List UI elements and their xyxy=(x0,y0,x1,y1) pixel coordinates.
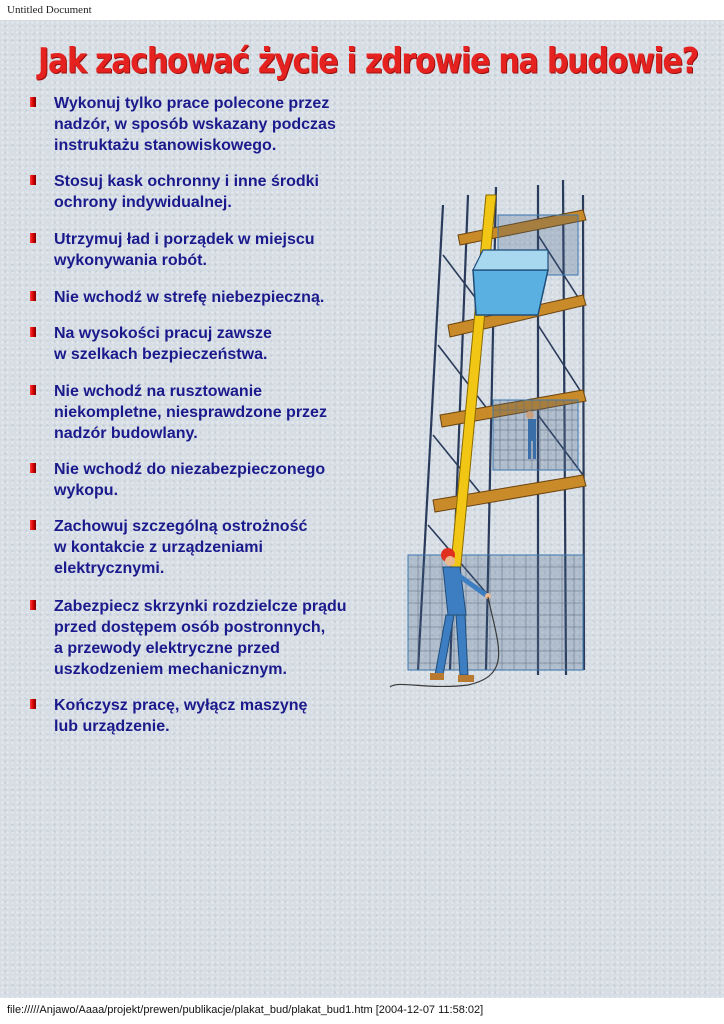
document-title: Untitled Document xyxy=(7,4,92,16)
bullet-icon xyxy=(30,699,36,709)
scaffold-illustration xyxy=(388,175,588,695)
rule-text: Zabezpiecz skrzynki rozdzielcze prądu przed dostępem osób postronnych, a przewody elektryczne przed uszkodzeniem mechanicznym. xyxy=(54,598,347,678)
bullet-icon xyxy=(30,97,36,107)
rule-text: Nie wchodź do niezabezpieczonego wykopu. xyxy=(54,461,326,499)
rule-text: Kończysz pracę, wyłącz maszynę lub urządzenie. xyxy=(54,697,308,735)
bullet-icon xyxy=(30,463,36,473)
source-footer: file://///Anjawo/Aaaa/projekt/prewen/publikacje/plakat_bud/plakat_bud1.htm [2004-12-07 11:58:02] xyxy=(7,1004,484,1016)
rule-text: Nie wchodź na rusztowanie niekompletne, niesprawdzone przez nadzór budowlany. xyxy=(54,383,327,442)
rule-text: Nie wchodź w strefę niebezpieczną. xyxy=(54,289,325,306)
rule-text: Na wysokości pracuj zawsze w szelkach bezpieczeństwa. xyxy=(54,325,272,363)
bullet-icon xyxy=(30,233,36,243)
bullet-icon xyxy=(30,600,36,610)
rule-text: Utrzymuj ład i porządek w miejscu wykonywania robót. xyxy=(54,231,315,269)
bullet-icon xyxy=(30,175,36,185)
poster-title: Jak zachować życie i zdrowie na budowie? xyxy=(38,41,698,82)
rule-text: Wykonuj tylko prace polecone przez nadzór, w sposób wskazany podczas instruktażu stanowiskowego. xyxy=(54,95,336,154)
rule-text: Zachowuj szczególną ostrożność w kontakcie z urządzeniami elektrycznymi. xyxy=(54,518,308,577)
bullet-icon xyxy=(30,520,36,530)
poster xyxy=(0,20,724,998)
bullet-icon xyxy=(30,327,36,337)
rule-text: Stosuj kask ochronny i inne środki ochrony indywidualnej. xyxy=(54,173,319,211)
bullet-icon xyxy=(30,291,36,301)
bullet-icon xyxy=(30,385,36,395)
